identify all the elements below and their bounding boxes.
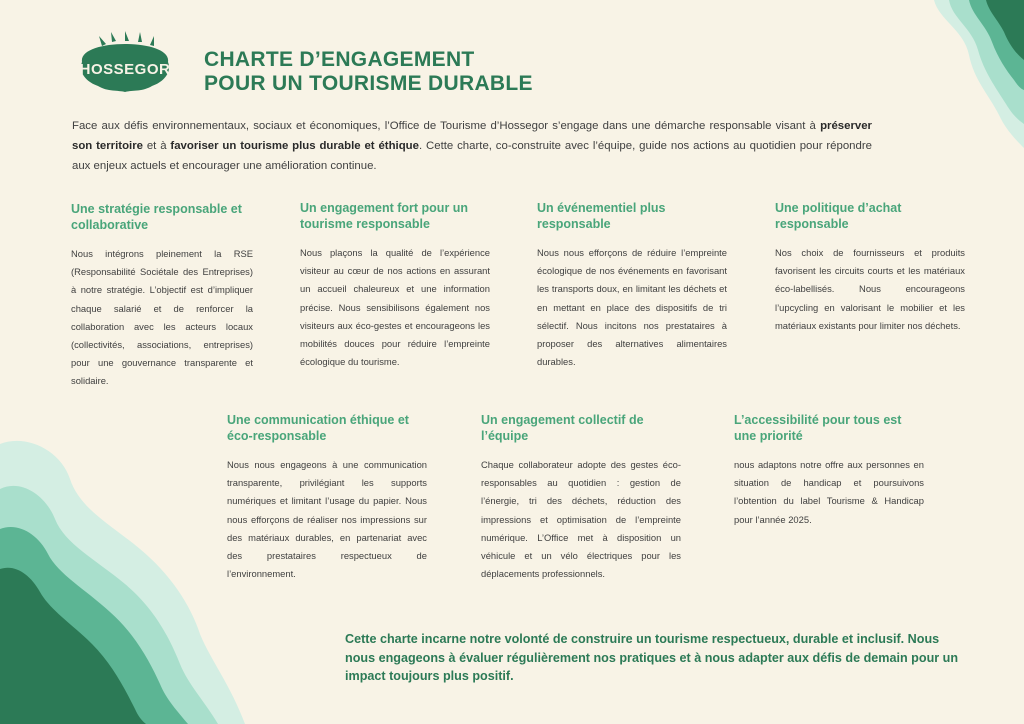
intro-text-1: Face aux défis environnementaux, sociaux et économiques, l’Office de Tourisme d’Hossegor s’engage dans une démarche responsable visant à: [72, 120, 821, 132]
section-text: Nous plaçons la qualité de l’expérience visiteur au cœur de nos actions en assurant un accueil chaleureux et une information précise. Nous sensibilisons également nos visiteurs aux éco-gestes et encourageons les mobilités douces pour réduire l’empreinte écologique du tourisme.: [300, 247, 490, 368]
section-purchasing: [775, 200, 965, 335]
intro-bold-1: préserver son territoire: [72, 120, 872, 152]
section-text: Nos choix de fournisseurs et produits favorisent les circuits courts et les matériaux éco-labellisés. Nous encourageons l’upcycling en valorisant le mobilier et les matériaux existants pour limiter nos déchets.: [775, 247, 965, 331]
section-title: Une communication éthique et éco-responsable: [227, 413, 409, 443]
section-title: Une stratégie responsable et collaborative: [71, 202, 242, 232]
intro-text-3: . Cette charte, co-construite avec l’équipe, guide nos actions au quotidien pour répondre aux enjeux actuels et encourager une amélioration continue.: [72, 140, 872, 172]
section-responsible-tourism: [300, 200, 490, 371]
intro-bold-2: favoriser un tourisme plus durable et éthique: [170, 140, 419, 152]
conclusion-text: Cette charte incarne notre volonté de construire un tourisme respectueux, durable et inclusif. Nous nous engageons à évaluer régulièrement nos pratiques et à nous adapter aux défis de demain pour un impact toujours plus positif.: [345, 632, 959, 683]
logo-text: HOSSEGOR: [79, 61, 171, 78]
section-text: Nous nous engageons à une communication transparente, privilégiant les supports numériques et limitant l’usage du papier. Nous nous efforçons de réaliser nos impressions sur des matériaux durables, en partenariat avec des prestataires respectueux de l’environnement.: [227, 459, 427, 580]
section-events: [537, 200, 727, 371]
section-title: L’accessibilité pour tous est une priorité: [734, 413, 902, 443]
section-strategy: [71, 201, 253, 391]
hossegor-logo: [72, 30, 178, 98]
section-title: Une politique d’achat responsable: [775, 201, 902, 231]
section-text: Nous intégrons pleinement la RSE (Responsabilité Sociétale des Entreprises) à notre stratégie. L’objectif est d’impliquer chaque salarié et de renforcer la collaboration avec les acteurs locaux (collectivités, associations, entreprises) pour une gouvernance transparente et solidaire.: [71, 248, 253, 387]
section-text: nous adaptons notre offre aux personnes en situation de handicap et poursuivons l’obtention du label Tourisme & Handicap pour l’année 2025.: [734, 459, 924, 525]
section-title: Un engagement collectif de l’équipe: [481, 413, 644, 443]
intro-paragraph: [72, 116, 872, 176]
title-line-1: CHARTE D’ENGAGEMENT: [204, 48, 475, 71]
section-communication: [227, 412, 427, 583]
section-title: Un engagement fort pour un tourisme responsable: [300, 201, 469, 231]
section-title: Un événementiel plus responsable: [537, 201, 666, 231]
section-text: Chaque collaborateur adopte des gestes éco-responsables au quotidien : gestion de l’énergie, tri des déchets, réduction des impressions et optimisation de l’empreinte numérique. L’Office met à disposition un véhicule et un vélo électriques pour les déplacements professionnels.: [481, 459, 681, 580]
page-title: [204, 48, 533, 96]
section-team: [481, 412, 681, 583]
decorative-wave-top-right: [894, 0, 1024, 150]
decorative-wave-bottom-left: [0, 434, 250, 724]
intro-text-2: et à: [142, 140, 171, 152]
section-accessibility: [734, 412, 924, 529]
section-text: Nous nous efforçons de réduire l’empreinte écologique de nos événements en favorisant les transports doux, en limitant les déchets et en mettant en place des dispositifs de tri sélectif. Nous incitons nos prestataires à proposer des alternatives alimentaires durables.: [537, 247, 727, 368]
title-line-2: POUR UN TOURISME DURABLE: [204, 72, 533, 95]
